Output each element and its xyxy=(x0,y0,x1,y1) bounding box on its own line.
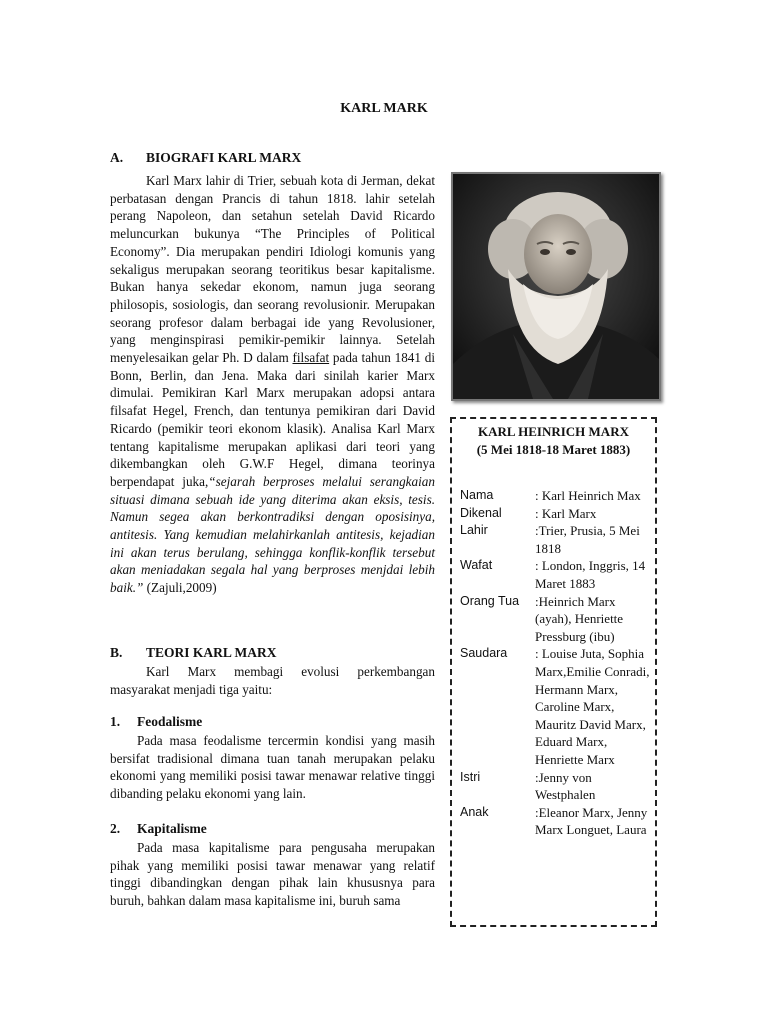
document-title: KARL MARK xyxy=(340,101,428,116)
biography-text-2: pada tahun 1841 di Bonn, Berlin, dan Jena. Maka dari sinilah karier Marx dimulai. Pemikiran Karl Marx merupakan adopsi antara filsafat Hegel, French, dan tentunya pemikiran dari David Ricardo (pemikir teori ekonom klasik). Analisa Karl Marx tentang kapitalisme merupakan aplikasi dari teori yang dikembangkan oleh G.W.F Hegel, dimana teorinya berpendapat juka, xyxy=(110,350,435,489)
item-1-title: Feodalisme xyxy=(137,714,203,729)
biography-paragraph xyxy=(110,172,435,597)
item-2-title: Kapitalisme xyxy=(137,821,207,836)
infobox-row-wafat: Wafat : London, Inggris, 14 Maret 1883 xyxy=(460,558,646,591)
item-1-number: 1. xyxy=(110,714,121,729)
biodata-infobox xyxy=(450,417,657,927)
karl-marx-portrait-photo xyxy=(451,172,661,401)
biography-text-1: Karl Marx lahir di Trier, sebuah kota di Jerman, dekat perbatasan dengan Prancis di tahun 1818. lahir setelah perang Napoleon, dan setahun setelah David Ricardo meluncurkan bukunya “The Principles of Political Economy”. Dia merupakan pendiri Idiologi komunis yang sekaligus merupakan seorang teoritikus besar kapitalisme. Bukan hanya sekedar ekonom, namun juga seorang philosopis, sosiologis, dan seorang revolusionir. Merupakan seorang profesor dalam berbagai ide yang Revolusioner, yang menginspirasi pemikir-pemikir lainnya. Setelah menyelesaikan gelar Ph. D dalam xyxy=(110,173,435,366)
infobox-row-istri: Istri :Jenny von Westphalen xyxy=(460,769,596,803)
filsafat-link[interactable]: filsafat xyxy=(292,350,330,366)
infobox-row-anak: Anak :Eleanor Marx, Jenny Marx Longuet, Laura xyxy=(460,804,648,838)
section-a-heading xyxy=(110,150,301,166)
infobox-name: KARL HEINRICH MARX xyxy=(478,424,629,439)
infobox-row-lahir: Lahir :Trier, Prusia, 5 Mei 1818 xyxy=(460,523,640,556)
section-b-number: B. xyxy=(110,645,123,660)
item-2-number: 2. xyxy=(110,821,121,836)
infobox-row-dikenal: Dikenal : Karl Marx xyxy=(460,505,597,521)
section-a-number: A. xyxy=(110,150,124,165)
infobox-rows xyxy=(460,487,652,839)
infobox-dates: (5 Mei 1818-18 Maret 1883) xyxy=(476,441,631,457)
section-a-title: BIOGRAFI KARL MARX xyxy=(146,150,302,165)
infobox-row-saudara: Saudara : Louise Juta, Sophia Marx,Emilie Conradi, Hermann Marx, Caroline Marx, Mauritz David Marx, Eduard Marx, Henriette Marx xyxy=(460,646,650,767)
section-b-title: TEORI KARL MARX xyxy=(146,645,277,660)
item-2-heading xyxy=(110,821,207,837)
teori-intro-paragraph: Karl Marx membagi evolusi perkembangan masyarakat menjadi tiga yaitu: xyxy=(110,664,435,697)
infobox-title xyxy=(452,419,655,458)
infobox-row-orang-tua: Orang Tua :Heinrich Marx (ayah), Henriette Pressburg (ibu) xyxy=(460,593,624,644)
item-1-paragraph: Pada masa feodalisme tercermin kondisi yang masih bersifat tradisional dimana tuan tanah merupakan pelaku ekonomi yang memiliki posisi tawar menawar relative tinggi dibanding pelaku ekonomi yang lain. xyxy=(110,733,435,802)
portrait-illustration xyxy=(453,174,659,399)
item-2-paragraph: Pada masa kapitalisme para pengusaha merupakan pihak yang memiliki posisi tawar menawar yang relatif tinggi dibandingkan dengan pihak lain khususnya para buruh, bahkan dalam masa kapitalisme ini, buruh sama xyxy=(110,840,435,909)
section-b-heading xyxy=(110,645,277,661)
citation: (Zajuli,2009) xyxy=(143,580,217,596)
hegel-quote: “sejarah berproses melalui serangkaian situasi dimana sebuah ide yang diterima akan eksis, tesis. Namun segea akan berkontradiksi dengan oposisinya, antitesis. Yang kemudian melahirkanlah antitesis, kejadian ini akan terus berulang, sehingga konflik-konflik tersebut akan meniadakan segala hal yang berproses menjdai lebih baik.” xyxy=(110,473,435,596)
infobox-row-nama: Nama : Karl Heinrich Max xyxy=(460,488,641,503)
item-1-heading xyxy=(110,714,202,730)
